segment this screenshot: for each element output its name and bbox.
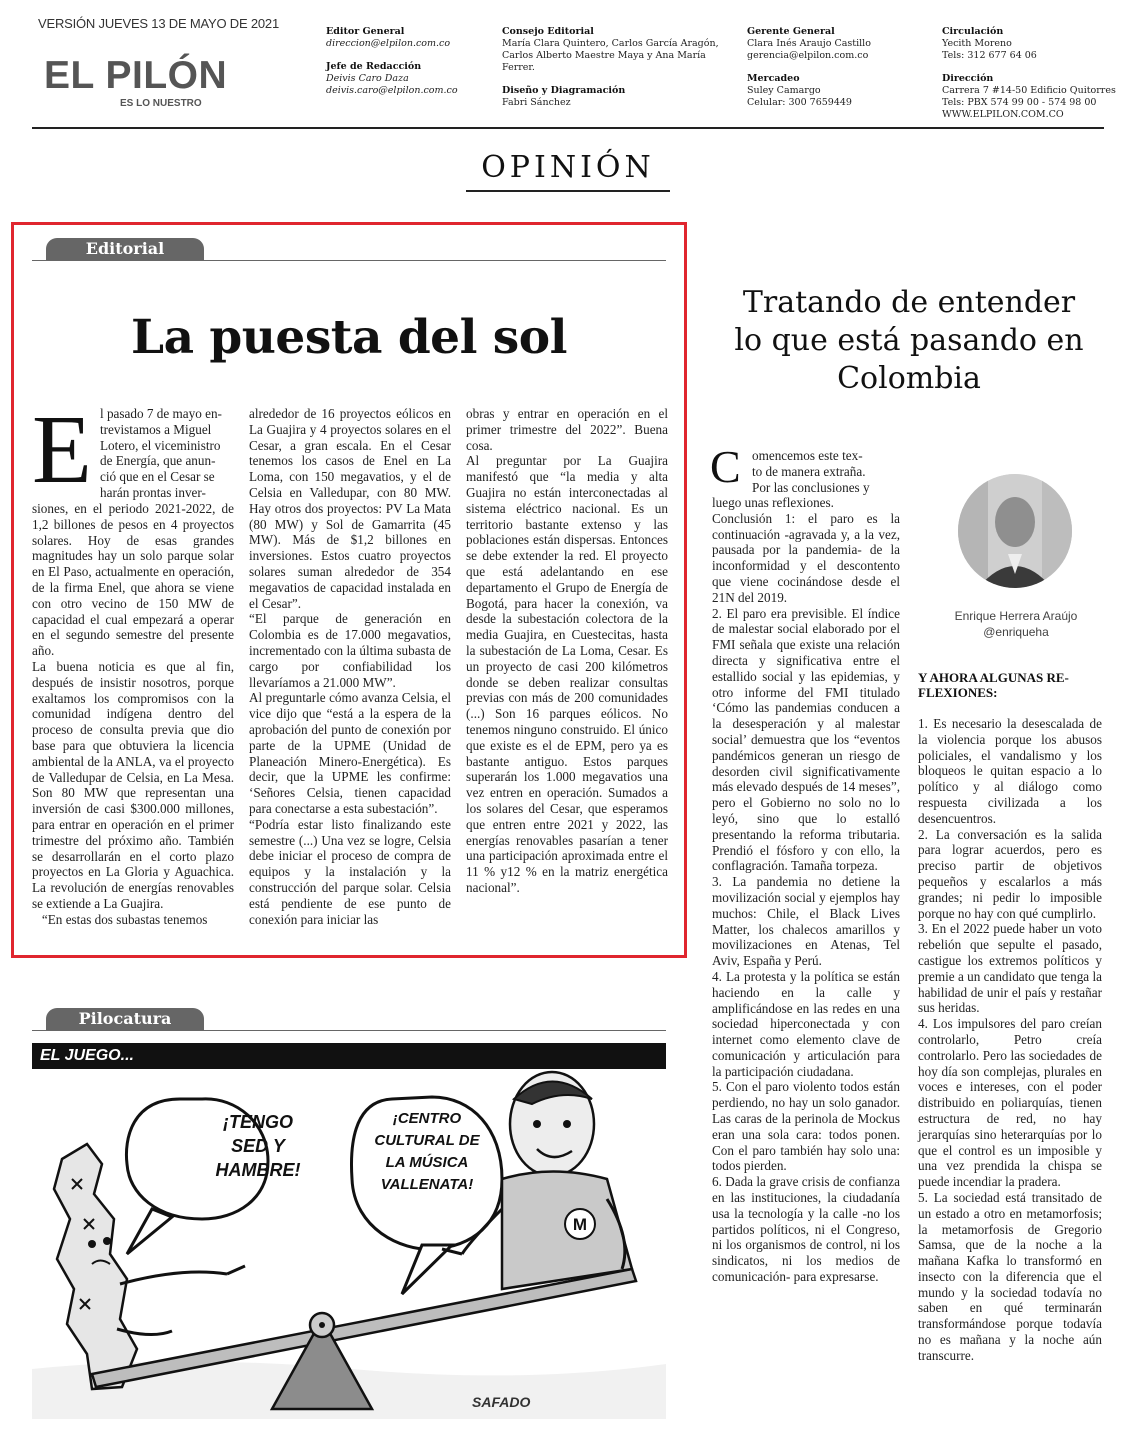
circulacion-value: Yecith Moreno Tels: 312 677 64 06 xyxy=(942,38,1037,61)
newspaper-logo: EL PILÓN xyxy=(44,54,228,97)
editorial-col1: siones, en el periodo 2021-2022, de 1,2 billones de pesos en 4 proyectos solares. Hoy de esas grandes magnitudes hay un solo parque solar en El Paso, actualmente en operación, de la firma Enel, que ahora se viene con otro vecino de 150 MW de capacidad el cual empezará a operar en el segundo semestre del presente año. La buena noticia es que al fin, después de insistir nosotros, porque exaltamos los compromisos con la comunidad indígena dentro del proceso de consulta previa que dio base para que obtuviera la licencia ambiental de la ANLA, va el proyecto de Valledupar de Celsia, en La Mesa. Son 80 MW que representan una inversión de casi $300.000 millones, para entrar en operación en el primer trimestre del próximo año. También se desarrollarán en el corto plazo proyectos en La Gloria y Aguachica. La revolución de energías renovables se extiende a La Guajira. “En estas dos subastas tenemos xyxy=(32,501,234,927)
masthead-consejo-block xyxy=(502,26,727,109)
cartoon-illustration xyxy=(32,1069,666,1419)
shirt-letter: M xyxy=(572,1215,588,1234)
opinion-dropcap: C xyxy=(710,441,741,492)
pilocatura-tab-rule xyxy=(32,1030,666,1031)
gerente-value: Clara Inés Araujo Castillo gerencia@elpilon.com.co xyxy=(747,38,871,61)
masthead-circulacion-block xyxy=(942,26,1122,121)
opinion-intro-top: omencemos este tex- to de manera extraña. Por las conclusiones y xyxy=(752,448,870,495)
direccion-label: Dirección xyxy=(942,73,994,84)
opinion-title: Tratando de entender lo que está pasando en Colombia xyxy=(734,285,1084,396)
masthead-gerente-block xyxy=(747,26,917,109)
section-underline xyxy=(466,190,670,192)
diseno-value: Fabri Sánchez xyxy=(502,97,571,108)
map-character xyxy=(54,1144,137,1389)
direccion-value: Carrera 7 #14-50 Edificio Quitorres Tels: PBX 574 99 00 - 574 98 00 WWW.ELPILON.COM.CO xyxy=(942,85,1116,120)
section-title: OPINIÓN xyxy=(481,150,655,185)
opinion-main-col: luego unas reflexiones. Conclusión 1: el paro es la continuación -agravada y, a la vez, pausada por la pandemia- de la inconformidad y el descontento que viene cocinándose desde el 21N del 2019. 2. El paro era previsible. El índice de malestar social elaborado por el FMI señala que existe una relación directa y significativa entre el estallido social y las epidemias, y otro informe del FMI titulado ‘Cómo las pandemias conducen a la desesperación y al malestar social’ demuestra que los “eventos pandémicos generan un riesgo de desorden civil significativamente más elevado después de 14 meses”, pero el Gobierno no solo no lo leyó, sino que lo estalló presentando la reforma tributaria. Prendió el fósforo y con ello, la conflagración. Tamaña torpeza. 3. La pandemia no detiene la movilización social y ejemplos hay muchos: Chile, el Black Lives Matter, los chalecos amarillos y movilizaciones en Atenas, Tel Aviv, España y Perú. 4. La protesta y la política se están haciendo en la calle y amplificándose en las redes en una sociedad hiperconectada y con internet como elemento clave de comunicación y articulación para la participación ciudadana. 5. Con el paro violento todos están perdiendo, no hay un solo ganador. Las caras de la perinola de Mockus eran una sola cara: todos ponen. Con el paro también hay solo una: todos pierden. 6. Dada la grave crisis de confianza en las instituciones, la ciudadanía usa la tecnología y la calle -no los partidos políticos, ni el Congreso, ni los organismos de control, ni los sindicatos, ni los medios de comunicación- para expresarse. xyxy=(712,495,900,1285)
editorial-col2: alrededor de 16 proyectos eólicos en La Guajira y 4 proyectos solares en el Cesar, a gran escala. En el Cesar tenemos los casos de Enel en La Loma, con 150 megavatios, y el de Celsia en Valledupar, con 80 MW. Hay otros dos proyectos: PV La Mata (80 MW) y Sol de Gamarrita (45 MW). Más de $1,2 billones en inversiones. Estos cuatro proyectos solares suman alrededor de 354 megavatios de capacidad instalada en el Cesar”. “El parque de generación en Colombia es de 17.000 megavatios, incrementado con la última subasta de cargo por confiabilidad los llevaríamos a 21.000 MW”. Al preguntarle cómo avanza Celsia, el vice dijo que “está a la espera de la aprobación del punto de conexión por parte de la UPME (Unidad de Planeación Minero-Energética). Es decir, que la UPME les confirme: ‘Señores Celsia, tienen capacidad para conectarse a esta subestación”. “Podría estar listo finalizando este semestre (...) Una vez se logre, Celsia debe iniciar el proceso de compra de equipos y la instalación y la construcción del parque solar. Celsia está pendiente de ese punto de conexión para iniciar las xyxy=(249,406,451,927)
reflexiones-col: 1. Es necesario la desescalada de la violencia porque los abusos policiales, el vandalismo y los bloqueos le quitan espacio a lo político y al diálogo como respuesta civilizada a los desencuentros. 2. La conversación es la salida para lograr acuerdos, pero es preciso partir de objetivos pequeños y escalarlos a más grandes; ni pedir lo imposible porque no hay con qué cumplirlo. 3. En el 2022 puede haber un voto rebelión que sepulte el pasado, castigue los extremos políticos y premie a un candidato que tenga la habilidad de unir el país y restañar sus heridas. 4. Los impulsores del paro creían controlarlo, Petro creía controlarlo. Pero las sociedades de hoy día son complejas, plurales en voces e intereses, con el poder distribuido en poliarquías, tienen estructura de red, no hay jerarquías sino heterarquías por lo que el control es un imposible y una vez prendida la chispa se puede incendiar la pradera. 5. La sociedad está transitado de un estado a otro en metamorfosis; la metamorfosis de Gregorio Samsa, que de la noche a la mañana Kafka lo transformó en insecto con la diferencia que el mundo y la sociedad todavía no saben en qué terminarán transformándose porque todavía no es mañana y la noche aún transcurre. xyxy=(918,716,1102,1363)
mercadeo-value: Suley Camargo Celular: 300 7659449 xyxy=(747,85,852,108)
bubble-left-text: ¡TENGO SED Y HAMBRE! xyxy=(215,1112,301,1180)
diseno-label: Diseño y Diagramación xyxy=(502,85,626,96)
circulacion-label: Circulación xyxy=(942,26,1004,37)
cartoon-title: EL JUEGO... xyxy=(40,1047,134,1064)
edition-date: VERSIÓN JUEVES 13 DE MAYO DE 2021 xyxy=(38,16,279,31)
author-photo xyxy=(958,474,1072,588)
consejo-label: Consejo Editorial xyxy=(502,26,594,37)
cartoon-signature: SAFADO xyxy=(472,1394,531,1410)
editor-email: direccion@elpilon.com.co xyxy=(326,38,451,49)
editor-label: Editor General xyxy=(326,26,405,37)
editorial-col1-top: l pasado 7 de mayo en- trevistamos a Miguel Lotero, el viceministro de Energía, que anun- ció que en el Cesar se harán prontas inver- xyxy=(100,406,222,500)
editorial-headline: La puesta del sol xyxy=(131,310,567,365)
masthead-divider xyxy=(32,127,1104,129)
bubble-right-text: ¡CENTRO CULTURAL DE LA MÚSICA VALLENATA! xyxy=(374,1110,480,1193)
gerente-label: Gerente General xyxy=(747,26,835,37)
editorial-col3: obras y entrar en operación en el primer trimestre del 2022”. Buena cosa. Al preguntar por La Guajira manifestó que “la media y alta Guajira no están interconectadas al sistema eléctrico nacional. Es un territorio bastante extenso y las poblaciones están dispersas. Entonces se debe extender la red. El proyecto que está adelantando en ese departamento el Grupo de Energía de Bogotá, para hacer la conexión, va desde la subestación colectora de la media Guajira, en Cuestecitas, hasta la subestación de La Loma, Cesar. Es un proyecto de casi 200 kilómetros donde se deben realizar consultas previas con más de 200 comunidades (...) Son 16 parques eólicos. No tenemos ninguno construido. El único que existe es el de EPM, pero ya es bastante antiguo. Estos parques superarán los 1.000 megavatios una vez entren en operación. Sumados a los solares del Cesar, que esperamos que entren entre 2021 y 2022, las energías renovables pasarían a tener una participación aproximada entre el 11 % y12 % en la matriz energética nacional”. xyxy=(466,406,668,895)
author-byline xyxy=(918,608,1114,640)
masthead-editor-block xyxy=(326,26,486,97)
jefe-value: Deivis Caro Daza deivis.caro@elpilon.com.co xyxy=(326,73,458,96)
editorial-tab-rule xyxy=(32,260,666,261)
editorial-dropcap: E xyxy=(32,396,92,504)
consejo-value: María Clara Quintero, Carlos García Aragón, Carlos Alberto Maestre Maya y Ana María Ferrer. xyxy=(502,38,719,73)
jefe-label: Jefe de Redacción xyxy=(326,61,422,72)
pilocatura-tab: Pilocatura xyxy=(46,1008,204,1030)
newspaper-slogan: ES LO NUESTRO xyxy=(120,98,202,109)
editorial-tab: Editorial xyxy=(46,238,204,260)
reflexiones-heading: Y AHORA ALGUNAS RE- FLEXIONES: xyxy=(918,670,1069,700)
seesaw-board xyxy=(92,1269,636,1387)
mercadeo-label: Mercadeo xyxy=(747,73,800,84)
author-name: Enrique Herrera Araújo xyxy=(954,609,1078,623)
author-handle: @enriqueha xyxy=(983,625,1049,639)
